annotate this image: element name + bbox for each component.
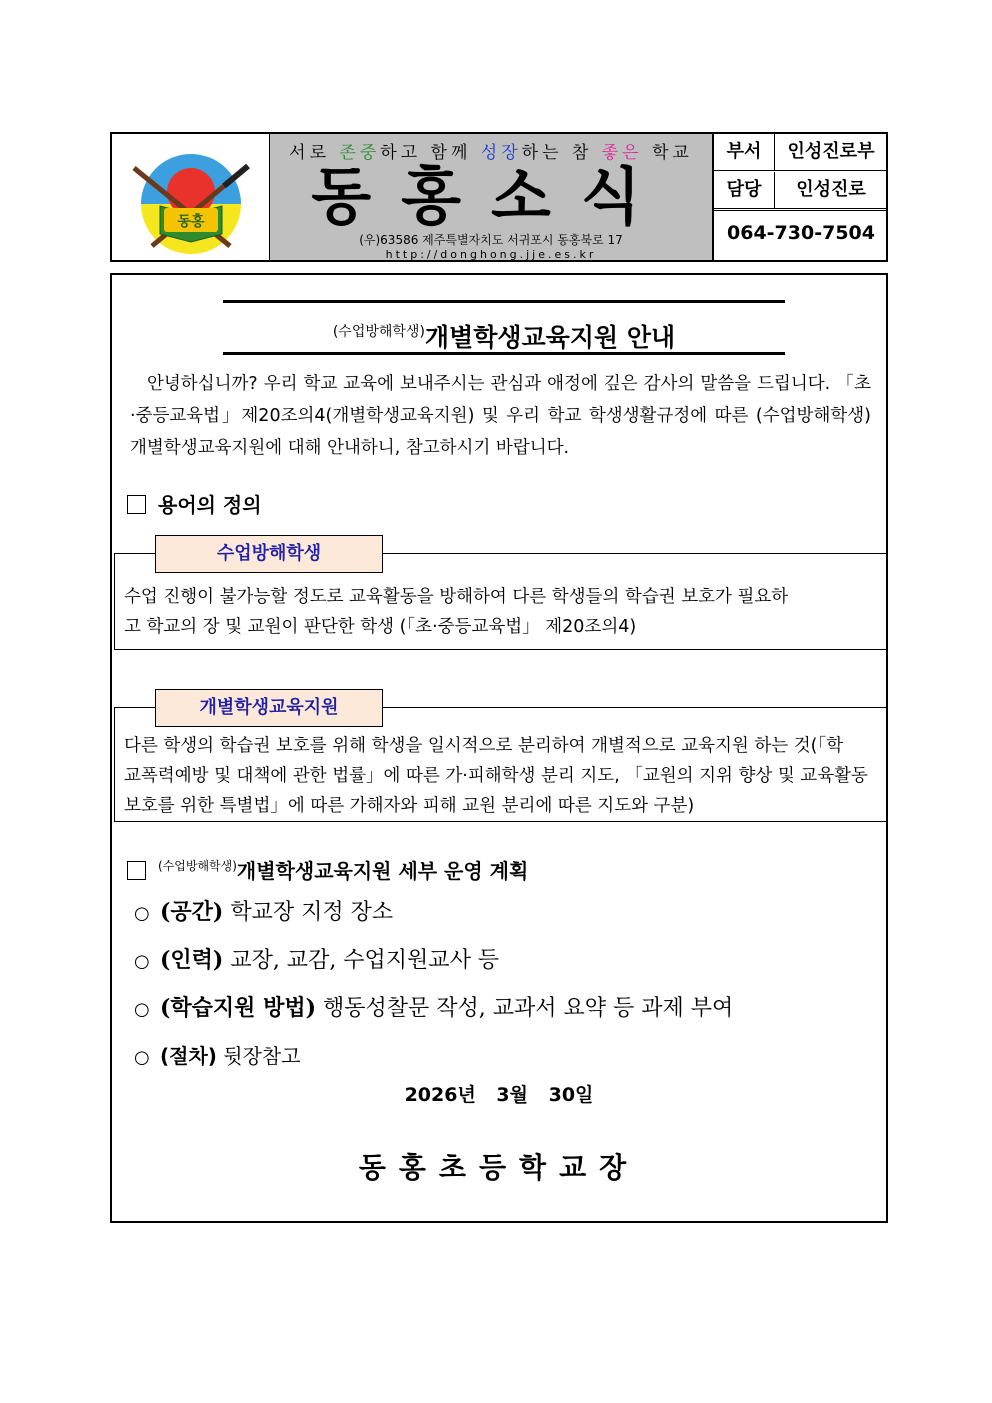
title-cell [270,134,714,260]
person-value: 인성진로 [796,179,866,200]
newsletter-header [110,132,888,262]
motto-part: 학교 [642,143,693,163]
definition-line: 보호를 위한 특별법」에 따른 가해자와 피해 교원 분리에 따른 지도와 구분) [124,796,695,816]
school-url: http://donghong.jje.es.kr [385,248,597,261]
logo-cell [112,134,270,260]
plan-item-label: (학습지원 방법) [160,995,316,1021]
circle-bullet-icon: ○ [134,1047,150,1068]
plan-item-text: 뒷장참고 [216,1044,301,1068]
definition-line: 고 학교의 장 및 교원이 판단한 학생 (「초·중등교육법」 제20조의4) [124,617,637,637]
document-title-text: 개별학생교육지원 안내 [424,323,676,352]
definition-text-1 [124,582,888,642]
title-rule-top [223,300,785,303]
plan-item-text: 교장, 교감, 수업지원교사 등 [223,948,500,973]
dept-row [714,134,888,171]
definition-text-2 [124,731,888,821]
intro-paragraph: 안녕하십니까? 우리 학교 교육에 보내주시는 관심과 애정에 깊은 감사의 말씀을 드립니다. 「초·중등교육법」제20조의4(개별학생교육지원) 및 우리 학교 학생생활규정에 따른 (수업방해학생)개별학생교육지원에 대해 안내하니, 참고하시기 바랍니다. [130,374,871,458]
dept-label: 부서 [714,134,775,170]
circle-bullet-icon: ○ [134,951,150,972]
logo-text: 동홍 [177,214,205,230]
plan-item-procedure [134,1040,301,1069]
dept-value: 인성진로부 [787,141,875,162]
person-label: 담당 [714,172,775,208]
motto-part: 좋은 [601,143,643,163]
plan-item-label: (인력) [160,947,224,973]
motto-part: 하고 함께 [380,143,481,163]
document-date: 2026년 3월 30일 [404,1084,594,1106]
definition-line: 교폭력예방 및 대책에 관한 법률」에 따른 가·피해학생 분리 지도, 「교원의 지위 향상 및 교육활동 [124,766,868,786]
plan-item-label: (절차) [160,1044,217,1068]
document-title-prefix: (수업방해학생) [332,324,425,340]
plan-item-label: (공간) [160,899,224,925]
section-heading-prefix: (수업방해학생) [158,859,237,873]
circle-bullet-icon: ○ [134,999,150,1020]
checkbox-square-icon [127,495,146,514]
person-row [714,172,888,211]
plan-item-staff [134,943,499,974]
section-heading-plan [127,855,528,884]
motto-part: 하는 참 [521,143,602,163]
motto-part: 서로 [289,143,340,163]
section-heading-text: 개별학생교육지원 세부 운영 계획 [236,859,529,883]
section-heading-definitions [127,489,262,518]
document-title [223,318,785,354]
school-logo-icon [112,134,270,260]
newsletter-title: 동홍소식 [311,160,671,233]
phone-number: 064-730-7504 [727,222,875,244]
plan-item-space [134,895,393,926]
motto-part: 존중 [339,143,381,163]
checkbox-square-icon [127,861,146,880]
motto-part: 성장 [480,143,522,163]
school-address: (우)63586 제주특별자치도 서귀포시 동홍북로 17 [359,233,623,247]
definition-label-1: 수업방해학생 [155,535,383,573]
principal-signature: 동홍초등학교장 [358,1151,640,1184]
title-rule-bottom [223,352,785,355]
definition-label-2: 개별학생교육지원 [155,689,383,727]
definition-line: 다른 학생의 학습권 보호를 위해 학생을 일시적으로 분리하여 개별적으로 교육지원 하는 것(「학 [124,736,844,756]
plan-item-text: 행동성찰문 작성, 교과서 요약 등 과제 부여 [316,996,734,1021]
plan-item-text: 학교장 지정 장소 [223,900,394,925]
section-heading-text: 용어의 정의 [158,493,262,517]
circle-bullet-icon: ○ [134,903,150,924]
definition-line: 수업 진행이 불가능할 정도로 교육활동을 방해하여 다른 학생들의 학습권 보호가 필요하 [124,587,789,607]
plan-item-method [134,991,733,1022]
info-cell [714,134,888,260]
